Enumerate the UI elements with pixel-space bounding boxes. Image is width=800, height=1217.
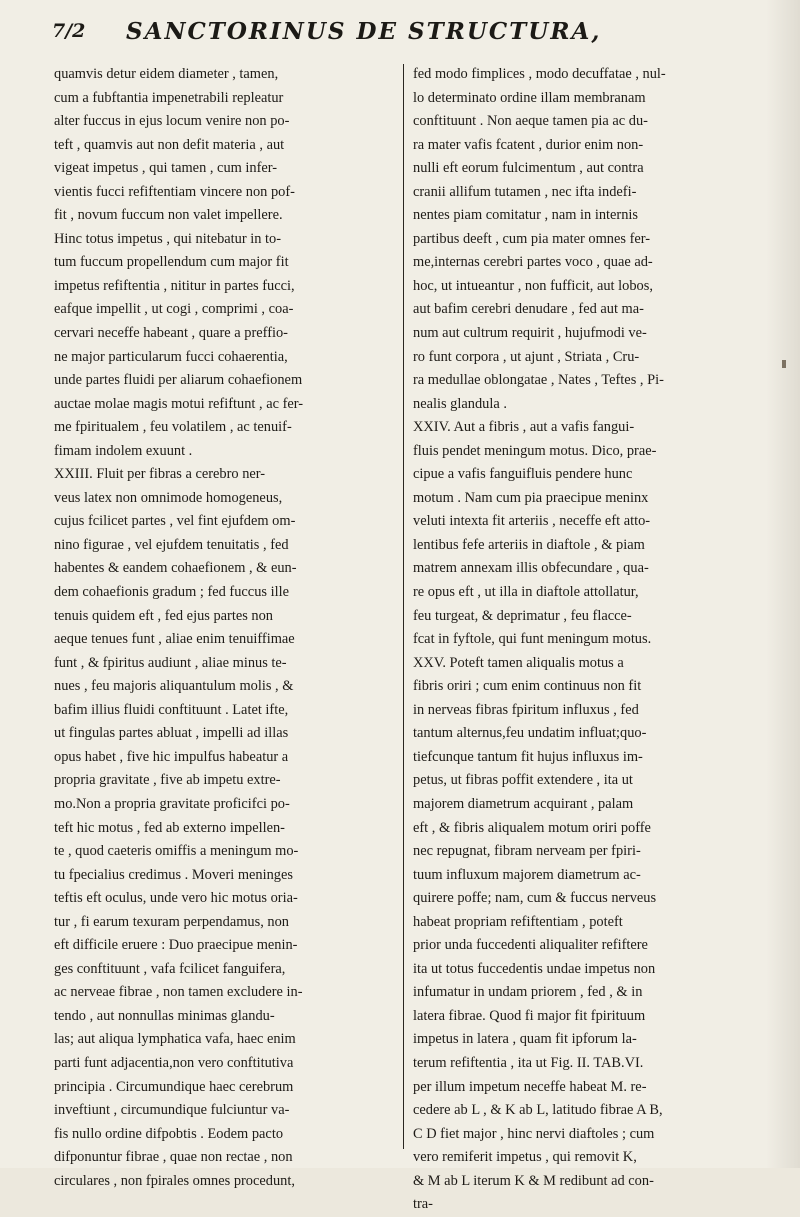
text-line: impetus refiftentia , nititur in partes fucci,: [54, 277, 295, 294]
text-line: eft , & fibris aliqualem motum oriri poffe: [413, 819, 651, 836]
text-line: per illum impetum neceffe habeat M. re-: [413, 1078, 647, 1095]
text-line: num aut cultrum requirit , hujufmodi ve-: [413, 325, 647, 342]
text-line: nealis glandula .: [413, 395, 507, 412]
text-line: auctae molae magis motui refiftunt , ac fer-: [54, 395, 304, 412]
text-line: vero remiferit impetus , qui removit K,: [413, 1149, 637, 1166]
text-line: fluis pendet meningum motus. Dico, prae-: [413, 442, 657, 459]
text-line: nino figurae , vel ejufdem tenuitatis , fed: [54, 536, 289, 553]
text-line: fed modo fimplices , modo decuffatae , nul-: [413, 66, 666, 82]
text-line: tiefcunque tantum fit hujus influxus im-: [413, 748, 643, 765]
text-line: teft hic motus , fed ab externo impellen-: [54, 819, 285, 836]
text-line: tu fpecialius credimus . Moveri meninges: [54, 866, 293, 883]
text-line: tenuis quidem eft , fed ejus partes non: [54, 607, 274, 624]
text-line: petus, ut fibras poffit extendere , ita ut: [413, 772, 633, 789]
text-line: XXIV. Aut a fibris , aut a vafis fangui-: [413, 419, 635, 436]
text-line: parti funt adjacentia,non vero conftitutiva: [54, 1054, 294, 1071]
text-line: cranii allifum tutamen , nec ifta indefi-: [413, 183, 637, 200]
text-line: cujus fcilicet partes , vel fint ejufdem om-: [54, 513, 296, 530]
text-line: in nerveas fibras fpiritum influxus , fed: [413, 701, 639, 718]
text-line: fit , novum fuccum non valet impellere.: [54, 207, 283, 224]
text-line: lo determinato ordine illam membranam: [413, 89, 646, 106]
text-line: circulares , non fpirales omnes procedunt,: [54, 1172, 295, 1189]
text-line: tendo , aut nonnullas minimas glandu-: [54, 1007, 275, 1024]
text-line: lentibus fefe arteriis in diaftole , & piam: [413, 536, 645, 553]
text-line: majorem diametrum acquirant , palam: [413, 795, 634, 812]
text-line: quirere poffe; nam, cum & fuccus nerveus: [413, 890, 657, 907]
text-line: aeque tenues funt , aliae enim tenuiffimae: [54, 631, 295, 648]
text-line: bafim illius fluidi conftituunt . Latet ifte,: [54, 701, 289, 718]
ink-smudge: [782, 360, 786, 368]
text-line: ra mater vafis fcatent , durior enim non-: [413, 136, 644, 153]
text-line: ita ut totus fuccedentis undae impetus non: [413, 960, 656, 977]
text-line: motum . Nam cum pia praecipue meninx: [413, 489, 649, 506]
text-line: partibus deeft , cum pia mater omnes fer-: [413, 230, 651, 247]
text-line: C D fiet major , hinc nervi diaftoles ; cum: [413, 1125, 655, 1142]
text-line: hoc, ut intueantur , non fufficit, aut lobos,: [413, 277, 653, 294]
text-line: nulli eft eorum fulcimentum , aut contra: [413, 160, 644, 177]
text-line: funt , & fpiritus audiunt , aliae minus te-: [54, 654, 287, 671]
text-line: habentes & eandem cohaefionem , & eun-: [54, 560, 297, 577]
text-line: ut fingulas partes abluat , impelli ad illas: [54, 725, 289, 742]
text-line: unde partes fluidi per aliarum cohaefionem: [54, 372, 303, 389]
text-line: matrem annexam illis obfecundare , qua-: [413, 560, 649, 577]
text-line: teft , quamvis aut non defit materia , aut: [54, 136, 285, 153]
left-text-column: [54, 63, 396, 1193]
text-line: difponuntur fibrae , quae non rectae , non: [54, 1149, 293, 1166]
text-line: ro funt corpora , ut ajunt , Striata , Cru-: [413, 348, 640, 365]
text-line: cedere ab L , & K ab L, latitudo fibrae A B,: [413, 1102, 663, 1119]
page-gutter-shadow: [766, 0, 800, 1168]
text-line: inveftiunt , circumundique fulciuntur va-: [54, 1102, 290, 1119]
text-line: ges conftituunt , vafa fcilicet fanguifera,: [54, 960, 286, 977]
column-divider: [403, 64, 404, 1149]
text-line: quamvis detur eidem diameter , tamen,: [54, 66, 279, 82]
text-line: & M ab L iterum K & M redibunt ad con-: [413, 1172, 654, 1189]
text-line: ne major particularum fucci cohaerentia,: [54, 348, 288, 365]
text-line: feu turgeat, & deprimatur , feu flacce-: [413, 607, 632, 624]
text-line: cervari neceffe habeant , quare a preffio-: [54, 325, 288, 342]
text-line: conftituunt . Non aeque tamen pia ac du-: [413, 113, 648, 130]
text-line: nentes piam comitatur , nam in internis: [413, 207, 639, 224]
text-line: cum a fubftantia impenetrabili repleatur: [54, 89, 284, 106]
text-line: veus latex non omnimode homogeneus,: [54, 489, 283, 506]
text-line: tuum influxum majorem diametrum ac-: [413, 866, 641, 883]
text-line: Hinc totus impetus , qui nitebatur in to-: [54, 230, 282, 247]
page-header: [52, 18, 752, 58]
text-line: mo.Non a propria gravitate proficifci po-: [54, 795, 290, 812]
text-line: fimam indolem exuunt .: [54, 442, 193, 459]
text-line: eafque impellit , ut cogi , comprimi , coa-: [54, 301, 294, 318]
text-line: dem cohaefionis gradum ; fed fuccus ille: [54, 584, 289, 601]
text-line: teftis eft oculus, unde vero hic motus oria-: [54, 890, 298, 907]
text-line: prior unda fuccedenti aliqualiter refiftere: [413, 937, 648, 954]
text-line: cipue a vafis fanguifluis pendere hunc: [413, 466, 633, 483]
text-line: me fpiritualem , feu volatilem , ac tenuif-: [54, 419, 292, 436]
right-text-column: [413, 63, 763, 1217]
running-title: SANCTORINUS DE STRUCTURA,: [126, 18, 602, 45]
text-line: fis nullo ordine difpobtis . Eodem pacto: [54, 1125, 284, 1142]
text-line: tra-: [413, 1196, 433, 1213]
text-line: tum fuccum propellendum cum major fit: [54, 254, 289, 271]
text-line: tur , fi earum texuram perpendamus, non: [54, 913, 289, 930]
text-line: principia . Circumundique haec cerebrum: [54, 1078, 294, 1095]
text-line: ac nerveae fibrae , non tamen excludere in-: [54, 984, 303, 1001]
text-line: alter fuccus in ejus locum venire non po-: [54, 113, 290, 130]
text-line: eft difficile eruere : Duo praecipue menin-: [54, 937, 298, 954]
text-line: aut bafim cerebri denudare , fed aut ma-: [413, 301, 644, 318]
text-line: opus habet , five hic impulfus habeatur a: [54, 748, 289, 765]
text-line: las; aut aliqua lymphatica vafa, haec enim: [54, 1031, 296, 1048]
text-line: re opus eft , ut illa in diaftole attollatur,: [413, 584, 639, 601]
text-line: vigeat impetus , qui tamen , cum infer-: [54, 160, 278, 177]
text-line: habeat propriam refiftentiam , poteft: [413, 913, 623, 930]
text-line: te , quod caeteris omiffis a meningum mo-: [54, 843, 299, 860]
text-line: nues , feu majoris aliquantulum molis , &: [54, 678, 294, 695]
text-line: vientis fucci refiftentiam vincere non pof-: [54, 183, 295, 200]
text-line: latera fibrae. Quod fi major fit fpirituum: [413, 1007, 646, 1024]
text-line: terum refiftentia , ita ut Fig. II. TAB.VI.: [413, 1054, 644, 1071]
text-line: nec repugnat, fibram nerveam per fpiri-: [413, 843, 641, 860]
text-line: ra medullae oblongatae , Nates , Teftes , Pi-: [413, 372, 664, 389]
text-line: veluti intexta fit arteriis , neceffe eft atto-: [413, 513, 651, 530]
text-line: fibris oriri ; cum enim continuus non fit: [413, 678, 642, 695]
text-line: XXIII. Fluit per fibras a cerebro ner-: [54, 466, 266, 483]
page-number: 7/2: [52, 20, 86, 42]
text-line: tantum alternus,feu undatim influat;quo-: [413, 725, 647, 742]
text-line: impetus in latera , quam fit ipforum la-: [413, 1031, 637, 1048]
text-line: XXV. Poteft tamen aliqualis motus a: [413, 654, 624, 671]
text-line: propria gravitate , five ab impetu extre-: [54, 772, 281, 789]
text-line: infumatur in undam priorem , fed , & in: [413, 984, 643, 1001]
text-line: fcat in fyftole, qui funt meningum motus.: [413, 631, 652, 648]
text-line: me,internas cerebri partes voco , quae ad-: [413, 254, 653, 271]
